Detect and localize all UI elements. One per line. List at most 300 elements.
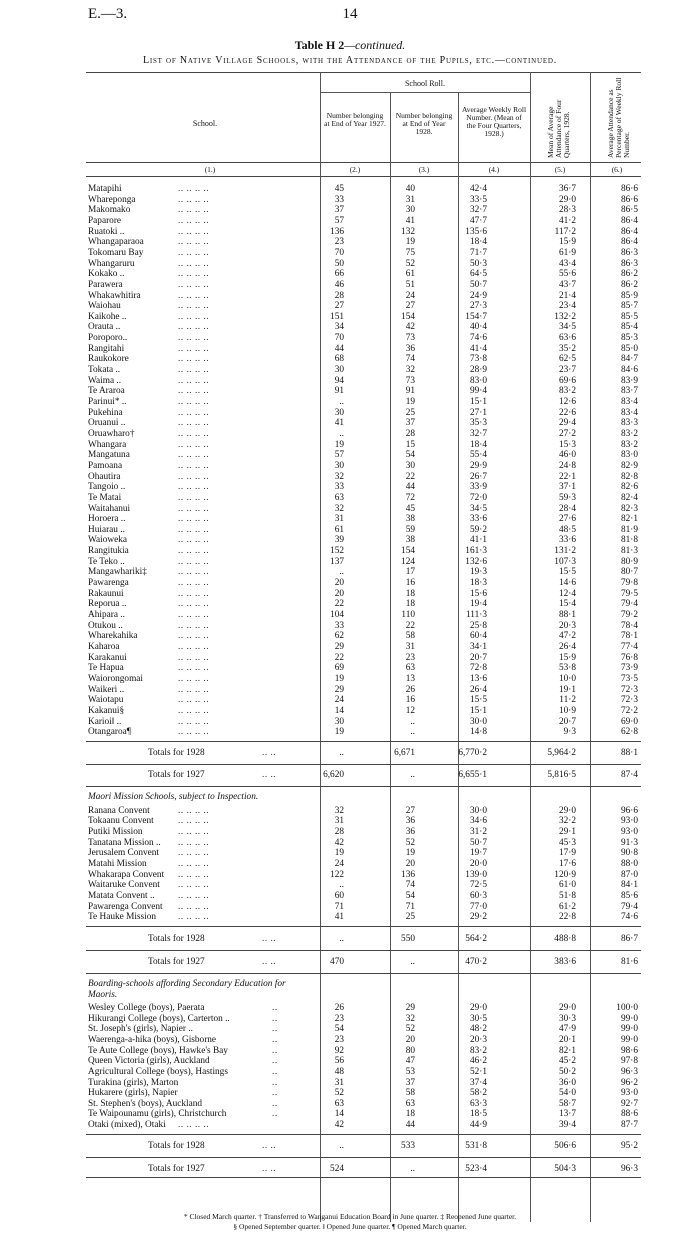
school-name: Whakarapa Convent <box>88 870 165 880</box>
cell-col-2: 19 <box>334 440 344 450</box>
school-name: Te Matai <box>88 493 122 503</box>
table-row <box>0 1003 700 1014</box>
cell-col-3: 19 <box>405 848 415 858</box>
cell-col-6: 85·4 <box>620 322 638 332</box>
cell-col-3: 22 <box>405 472 415 482</box>
cell-col-4: 46·2 <box>469 1056 487 1066</box>
table-row <box>0 827 700 838</box>
school-name: Jerusalem Convent <box>88 848 160 858</box>
cell-col-3: 18 <box>405 1109 415 1119</box>
cell-col-2: 29 <box>334 685 344 695</box>
cell-col-2: .. <box>339 880 344 890</box>
cell-col-5: 53·8 <box>558 663 576 673</box>
school-name: Putiki Mission <box>88 827 143 837</box>
cell-col-3: 59 <box>405 525 415 535</box>
page-number: 14 <box>342 6 358 22</box>
cell-col-6: 83·2 <box>620 440 638 450</box>
cell-col-2: 62 <box>334 631 344 641</box>
cell-col-6: 82·8 <box>620 472 638 482</box>
cell-col-2: 61 <box>334 525 344 535</box>
cell-col-2: 37 <box>334 205 344 215</box>
cell-col-5: 12·6 <box>558 397 576 407</box>
table-row <box>0 610 700 621</box>
school-name: Hukarere (girls), Napier <box>88 1088 178 1098</box>
cell-col-3: 44 <box>405 482 415 492</box>
cell-col-3: 52 <box>405 1024 415 1034</box>
leader-dots: .. .. .. .. <box>178 695 210 705</box>
cell-col-2: 470 <box>330 957 344 967</box>
school-name: Makomako <box>88 205 131 215</box>
leader-dots: .. .. .. .. <box>178 557 210 567</box>
cell-col-4: 52·1 <box>469 1067 487 1077</box>
cell-col-3: 71 <box>405 902 415 912</box>
cell-col-3: 27 <box>405 301 415 311</box>
leader-dots: .. .. .. .. <box>178 418 210 428</box>
cell-col-5: 61·2 <box>558 902 576 912</box>
cell-col-6: 99·0 <box>620 1024 638 1034</box>
cell-col-5: 69·6 <box>558 376 576 386</box>
leader-dots: .. <box>272 1024 278 1034</box>
totals-row <box>0 1164 700 1175</box>
school-name: Whangaruru <box>88 259 135 269</box>
cell-col-4: 41·4 <box>469 344 487 354</box>
cell-col-2: 94 <box>334 376 344 386</box>
cell-col-6: 85·7 <box>620 301 638 311</box>
col-3-header: Number belonging at End of Year 1928. <box>395 111 453 136</box>
col-4-header: Average Weekly Roll Number. (Mean of the Four Quarters, 1928.) <box>461 105 527 138</box>
school-name: Matahi Mission <box>88 859 147 869</box>
cell-col-2: 26 <box>334 1003 344 1013</box>
cell-col-3: 80 <box>405 1046 415 1056</box>
leader-dots: .. .. .. .. <box>178 653 210 663</box>
school-name: Poroporo.. <box>88 333 128 343</box>
school-name: Totals for 1928 <box>148 1141 205 1151</box>
table-row <box>0 333 700 344</box>
cell-col-6: 84·1 <box>620 880 638 890</box>
cell-col-5: 61·0 <box>558 880 576 890</box>
cell-col-4: 13·6 <box>469 674 487 684</box>
cell-col-6: 83·7 <box>620 386 638 396</box>
leader-dots: .. .. .. .. <box>178 333 210 343</box>
cell-col-2: 14 <box>334 706 344 716</box>
cell-col-2: 32 <box>334 806 344 816</box>
cell-col-5: 29·0 <box>558 806 576 816</box>
cell-col-5: 29·1 <box>558 827 576 837</box>
cell-col-3: 29 <box>405 1003 415 1013</box>
cell-col-6: 80·9 <box>620 557 638 567</box>
cell-col-6: 72·2 <box>620 706 638 716</box>
cell-col-5: 15·3 <box>558 440 576 450</box>
table-row <box>0 578 700 589</box>
leader-dots: .. .. .. .. <box>178 344 210 354</box>
cell-col-5: 34·5 <box>558 322 576 332</box>
cell-col-6: 90·8 <box>620 848 638 858</box>
cell-col-6: 92·7 <box>620 1099 638 1109</box>
cell-col-5: 83·2 <box>558 386 576 396</box>
table-row <box>0 1056 700 1067</box>
cell-col-2: 6,620 <box>323 770 344 780</box>
cell-col-2: 32 <box>334 504 344 514</box>
table-row <box>0 599 700 610</box>
cell-col-3: 75 <box>405 248 415 258</box>
cell-col-2: 136 <box>330 227 344 237</box>
leader-dots: .. .. .. .. <box>178 902 210 912</box>
cell-col-5: 488·8 <box>554 934 576 944</box>
cell-col-2: 57 <box>334 216 344 226</box>
cell-col-2: 42 <box>334 1120 344 1130</box>
leader-dots: .. <box>272 1014 278 1024</box>
cell-col-4: 15·1 <box>469 706 487 716</box>
cell-col-6: 95·2 <box>620 1141 638 1151</box>
cell-col-5: 35·2 <box>558 344 576 354</box>
table-row <box>0 663 700 674</box>
cell-col-4: 34·1 <box>469 642 487 652</box>
leader-dots: .. .. .. .. <box>178 450 210 460</box>
school-name: Kaharoa <box>88 642 120 652</box>
school-name: Agricultural College (boys), Hastings <box>88 1067 228 1077</box>
cell-col-3: 38 <box>405 514 415 524</box>
leader-dots: .. .. .. .. <box>178 859 210 869</box>
leader-dots: .. .. .. .. <box>178 891 210 901</box>
table-row <box>0 642 700 653</box>
cell-col-3: 52 <box>405 838 415 848</box>
cell-col-5: 10·9 <box>558 706 576 716</box>
leader-dots: .. .. .. .. <box>178 184 210 194</box>
subtotal-rule <box>86 950 641 951</box>
cell-col-2: .. <box>339 397 344 407</box>
cell-col-4: 71·7 <box>469 248 487 258</box>
cell-col-6: 79·2 <box>620 610 638 620</box>
cell-col-3: 20 <box>405 859 415 869</box>
table-row <box>0 514 700 525</box>
cell-col-3: 132 <box>401 227 415 237</box>
cell-col-3: 37 <box>405 418 415 428</box>
cell-col-4: 42·4 <box>469 184 487 194</box>
table-row <box>0 1024 700 1035</box>
leader-dots: .. .. .. .. <box>178 301 210 311</box>
header-top-rule <box>86 72 641 73</box>
school-name: Whangara <box>88 440 127 450</box>
school-name: Totals for 1928 <box>148 934 205 944</box>
cell-col-3: 53 <box>405 1067 415 1077</box>
table-row <box>0 184 700 195</box>
cell-col-6: 79·5 <box>620 589 638 599</box>
leader-dots: .. .. .. .. <box>178 674 210 684</box>
cell-col-3: 20 <box>405 1035 415 1045</box>
cell-col-6: 85·6 <box>620 891 638 901</box>
leader-dots: .. .. .. .. <box>178 429 210 439</box>
leader-dots: .. .. .. .. <box>178 806 210 816</box>
cell-col-2: 31 <box>334 1078 344 1088</box>
col-5-header: Mean of Average Attendance of Four Quarters, 1928. <box>546 99 571 158</box>
leader-dots: .. .. .. .. <box>178 514 210 524</box>
leader-dots: .. .. .. .. <box>178 461 210 471</box>
cell-col-6: 93·0 <box>620 816 638 826</box>
table-row <box>0 237 700 248</box>
cell-col-5: 27·6 <box>558 514 576 524</box>
school-name: Pamoana <box>88 461 123 471</box>
school-name: Karakanui <box>88 653 127 663</box>
cell-col-5: 131·2 <box>554 546 576 556</box>
school-name: Waima .. <box>88 376 122 386</box>
school-name: Kakanui§ <box>88 706 125 716</box>
cell-col-5: 5,964·2 <box>547 748 576 758</box>
cell-col-6: 96·3 <box>620 1164 638 1174</box>
cell-col-6: 88·1 <box>620 748 638 758</box>
table-title: Table H 2—continued. <box>294 38 406 52</box>
school-name: Waitahanui <box>88 504 131 514</box>
cell-col-5: 17·6 <box>558 859 576 869</box>
cell-col-4: 20·3 <box>469 1035 487 1045</box>
school-name: Matata Convent .. <box>88 891 155 901</box>
cell-col-4: 44·9 <box>469 1120 487 1130</box>
cell-col-6: 83·9 <box>620 376 638 386</box>
cell-col-4: 154·7 <box>465 312 487 322</box>
cell-col-2: 28 <box>334 827 344 837</box>
cell-col-2: 19 <box>334 848 344 858</box>
leader-dots: .. .. .. .. <box>178 237 210 247</box>
cell-col-5: 54·0 <box>558 1088 576 1098</box>
cell-col-5: 132·2 <box>554 312 576 322</box>
cell-col-5: 107·3 <box>554 557 576 567</box>
school-name: Te Teko .. <box>88 557 125 567</box>
school-name: Horoera .. <box>88 514 126 524</box>
leader-dots: .. .. .. .. <box>178 599 210 609</box>
leader-dots: .. .. .. .. <box>178 838 210 848</box>
cell-col-6: 81·3 <box>620 546 638 556</box>
leader-dots: .. .. .. .. <box>178 280 210 290</box>
cell-col-4: 15·1 <box>469 397 487 407</box>
cell-col-6: 99·0 <box>620 1035 638 1045</box>
subtotal-rule <box>86 1157 641 1158</box>
leader-dots: .. .. .. .. <box>178 1120 210 1130</box>
cell-col-5: 82·1 <box>558 1046 576 1056</box>
cell-col-2: 54 <box>334 1024 344 1034</box>
col-num-2: (2.) <box>349 165 361 174</box>
cell-col-2: 91 <box>334 386 344 396</box>
table-row <box>0 418 700 429</box>
cell-col-2: 33 <box>334 195 344 205</box>
leader-dots: .. .. .. .. <box>178 482 210 492</box>
school-name: Waioweka <box>88 535 128 545</box>
cell-col-3: .. <box>410 717 415 727</box>
cell-col-2: 19 <box>334 674 344 684</box>
cell-col-4: 19·4 <box>469 599 487 609</box>
cell-col-3: 19 <box>405 397 415 407</box>
cell-col-3: .. <box>410 770 415 780</box>
leader-dots: .. .. .. .. <box>178 195 210 205</box>
cell-col-2: .. <box>339 934 344 944</box>
cell-col-5: 29·0 <box>558 195 576 205</box>
table-row <box>0 322 700 333</box>
cell-col-4: 132·6 <box>465 557 487 567</box>
subtotal-rule <box>86 764 641 765</box>
cell-col-4: 83·0 <box>469 376 487 386</box>
cell-col-5: 28·3 <box>558 205 576 215</box>
leader-dots: .. .. .. .. <box>178 440 210 450</box>
cell-col-6: 81·9 <box>620 525 638 535</box>
document-code: E.—3. <box>88 6 128 22</box>
cell-col-2: 92 <box>334 1046 344 1056</box>
cell-col-3: 54 <box>405 450 415 460</box>
cell-col-6: 86·4 <box>620 237 638 247</box>
cell-col-3: 63 <box>405 663 415 673</box>
school-name: Orauta .. <box>88 322 121 332</box>
leader-dots: .. .. .. .. <box>178 259 210 269</box>
leader-dots: .. .. .. .. <box>178 880 210 890</box>
table-row <box>0 429 700 440</box>
cell-col-6: 85·9 <box>620 291 638 301</box>
cell-col-2: 23 <box>334 1035 344 1045</box>
cell-col-4: 139·0 <box>465 870 487 880</box>
cell-col-6: 87·0 <box>620 870 638 880</box>
school-name: Pukehina <box>88 408 123 418</box>
cell-col-4: 50·7 <box>469 280 487 290</box>
cell-col-4: 531·8 <box>465 1141 487 1151</box>
cell-col-5: 17·9 <box>558 848 576 858</box>
cell-col-4: 564·2 <box>465 934 487 944</box>
school-name: Waitaruke Convent <box>88 880 160 890</box>
cell-col-2: 48 <box>334 1067 344 1077</box>
cell-col-5: 88·1 <box>558 610 576 620</box>
cell-col-3: 54 <box>405 891 415 901</box>
cell-col-2: 32 <box>334 472 344 482</box>
cell-col-2: 39 <box>334 535 344 545</box>
cell-col-6: 84·7 <box>620 354 638 364</box>
cell-col-5: 117·2 <box>554 227 576 237</box>
col-school-header: School. <box>192 119 218 128</box>
cell-col-2: 23 <box>334 237 344 247</box>
leader-dots: .. <box>272 1056 278 1066</box>
cell-col-5: 20·3 <box>558 621 576 631</box>
cell-col-6: 93·0 <box>620 827 638 837</box>
school-name: Huiarau .. <box>88 525 125 535</box>
leader-dots: .. .. .. .. <box>178 827 210 837</box>
leader-dots: .. .. .. .. <box>178 525 210 535</box>
cell-col-3: 72 <box>405 493 415 503</box>
table-row <box>0 1035 700 1046</box>
school-name: Whareponga <box>88 195 136 205</box>
footnote-line-2: § Opened September quarter. ‖ Opened June quarter. ¶ Opened March quarter. <box>233 1222 467 1231</box>
table-row <box>0 301 700 312</box>
school-name: Wharekahika <box>88 631 138 641</box>
leader-dots: .. .. .. .. <box>178 717 210 727</box>
col-6-header: Average Attendance as Percentage of Weekly Roll Number. <box>606 77 631 158</box>
leader-dots: .. .. .. .. <box>178 397 210 407</box>
mission-section-heading: Maori Mission Schools, subject to Inspection. <box>88 792 259 802</box>
leader-dots: .. <box>272 1035 278 1045</box>
table-row <box>0 216 700 227</box>
school-name: Tokata .. <box>88 365 121 375</box>
school-name: Mangawhariki‡ <box>88 567 147 577</box>
school-name: Te Aute College (boys), Hawke's Bay <box>88 1046 228 1056</box>
cell-col-3: 110 <box>401 610 415 620</box>
table-row <box>0 695 700 706</box>
cell-col-2: 41 <box>334 912 344 922</box>
school-name: St. Joseph's (girls), Napier .. <box>88 1024 193 1034</box>
school-name: Tangoio .. <box>88 482 126 492</box>
cell-col-4: 40·4 <box>469 322 487 332</box>
cell-col-6: 100·0 <box>616 1003 638 1013</box>
cell-col-3: 30 <box>405 461 415 471</box>
leader-dots: .. .. <box>262 1141 277 1151</box>
cell-col-4: 30·5 <box>469 1014 487 1024</box>
cell-col-4: 55·4 <box>469 450 487 460</box>
leader-dots: .. .. .. .. <box>178 706 210 716</box>
cell-col-6: 82·6 <box>620 482 638 492</box>
cell-col-2: 41 <box>334 418 344 428</box>
cell-col-2: 57 <box>334 450 344 460</box>
leader-dots: .. .. <box>262 748 277 758</box>
leader-dots: .. .. .. .. <box>178 870 210 880</box>
cell-col-4: 18·4 <box>469 440 487 450</box>
leader-dots: .. .. .. .. <box>178 912 210 922</box>
cell-col-2: 30 <box>334 365 344 375</box>
cell-col-2: 19 <box>334 727 344 737</box>
cell-col-4: 19·3 <box>469 567 487 577</box>
table-row <box>0 546 700 557</box>
cell-col-4: 41·1 <box>469 535 487 545</box>
cell-col-5: 20·7 <box>558 717 576 727</box>
cell-col-5: 28·4 <box>558 504 576 514</box>
leader-dots: .. <box>272 1109 278 1119</box>
cell-col-2: 56 <box>334 1056 344 1066</box>
school-name: Ahipara .. <box>88 610 125 620</box>
cell-col-2: 151 <box>330 312 344 322</box>
cell-col-3: 18 <box>405 589 415 599</box>
table-row <box>0 706 700 717</box>
col-roll-group-header: School Roll. <box>404 79 445 88</box>
school-name: Rangitahi <box>88 344 125 354</box>
cell-col-2: 29 <box>334 642 344 652</box>
cell-col-6: 76·8 <box>620 653 638 663</box>
cell-col-3: 42 <box>405 322 415 332</box>
cell-col-5: 45·3 <box>558 838 576 848</box>
cell-col-2: 122 <box>330 870 344 880</box>
cell-col-3: 550 <box>401 934 415 944</box>
cell-col-3: 36 <box>405 827 415 837</box>
cell-col-5: 61·9 <box>558 248 576 258</box>
cell-col-3: .. <box>410 727 415 737</box>
cell-col-6: 82·4 <box>620 493 638 503</box>
cell-col-4: 48·2 <box>469 1024 487 1034</box>
table-row <box>0 535 700 546</box>
leader-dots: .. <box>272 1003 278 1013</box>
cell-col-4: 19·7 <box>469 848 487 858</box>
cell-col-3: 36 <box>405 816 415 826</box>
cell-col-4: 20·7 <box>469 653 487 663</box>
cell-col-3: 31 <box>405 642 415 652</box>
totals-row <box>0 1141 700 1152</box>
leader-dots: .. <box>272 1067 278 1077</box>
table-row <box>0 248 700 259</box>
cell-col-6: 85·5 <box>620 312 638 322</box>
totals-row <box>0 957 700 968</box>
school-name: Waiohau <box>88 301 121 311</box>
cell-col-6: 77·4 <box>620 642 638 652</box>
cell-col-6: 73·5 <box>620 674 638 684</box>
cell-col-2: 34 <box>334 322 344 332</box>
cell-col-4: 32·7 <box>469 205 487 215</box>
cell-col-6: 86·6 <box>620 184 638 194</box>
leader-dots: .. .. .. .. <box>178 621 210 631</box>
cell-col-3: 6,671 <box>394 748 415 758</box>
cell-col-3: 38 <box>405 535 415 545</box>
cell-col-3: 47 <box>405 1056 415 1066</box>
cell-col-4: 83·2 <box>469 1046 487 1056</box>
cell-col-3: 15 <box>405 440 415 450</box>
col-num-1: (1.) <box>204 165 216 174</box>
